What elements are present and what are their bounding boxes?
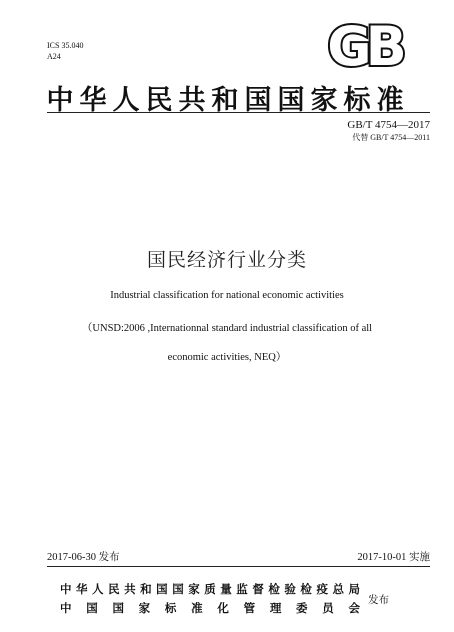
header-divider — [47, 112, 430, 113]
issue-date: 2017-06-30 发布 — [47, 552, 120, 563]
standard-number: GB/T 4754—2017 — [347, 119, 430, 131]
english-title: Industrial classification for national economic activities — [110, 290, 344, 301]
reference-line-1: （UNSD:2006 ,Internationnal standard industrial classification of all — [81, 323, 373, 334]
reference-line-2: economic activities, NEQ） — [167, 352, 287, 363]
standard-type-title: 中华人民共和国国家标准 — [46, 85, 410, 116]
issuer-line-2: 中国国家标准化管理委员会 — [60, 601, 360, 615]
gb-logo-text: GB — [327, 18, 401, 70]
gb-logo — [316, 18, 412, 70]
standard-code-block — [347, 118, 430, 144]
publish-label: 发布 — [368, 594, 389, 606]
implementation-date: 2017-10-01 实施 — [357, 552, 430, 563]
issuer-line-1: 中华人民共和国国家质量监督检验检疫总局 — [60, 582, 360, 596]
footer-divider — [47, 566, 430, 567]
ics-code-block — [47, 40, 83, 62]
chinese-title: 国民经济行业分类 — [146, 249, 307, 271]
ics-code: ICS 35.040 — [47, 41, 84, 50]
replaces-note: 代替 GB/T 4754—2011 — [352, 133, 430, 142]
ccs-code: A24 — [47, 52, 61, 61]
